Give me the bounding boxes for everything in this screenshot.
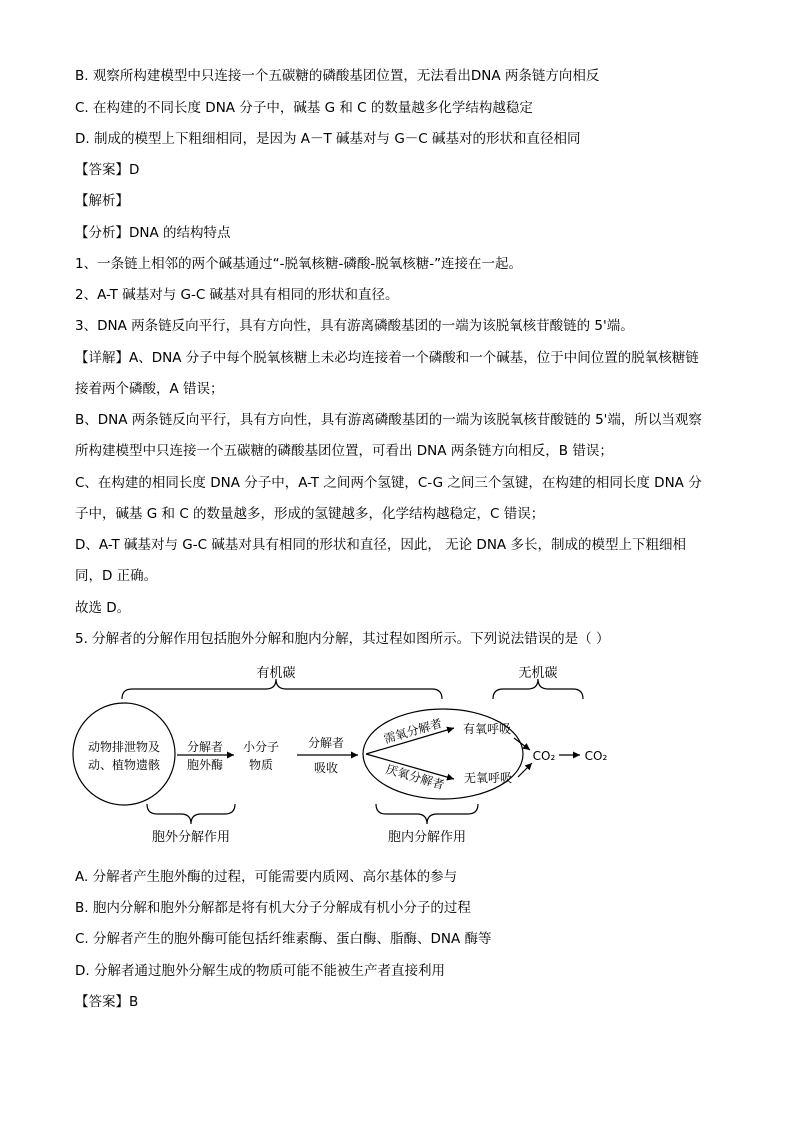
inorganic-carbon-brace [493, 679, 583, 699]
detail-b-line2: 所构建模型中只连接一个五碳糖的磷酸基团位置，可看出 DNA 两条链方向相反，B 错误； [75, 443, 613, 459]
absorb-line2: 吸收 [313, 761, 339, 775]
aerobic-respiration-label: 有氧呼吸 [462, 722, 512, 736]
co2-inner-label: CO₂ [532, 749, 556, 763]
decomposition-diagram [70, 655, 630, 855]
q5-answer: 【答案】B [75, 994, 139, 1010]
source-line2: 动、植物遗骸 [87, 758, 161, 772]
analysis-point-2: 2、A-T 碱基对与 G-C 碱基对具有相同的形状和直径。 [75, 287, 399, 303]
question-5-stem: 5. 分解者的分解作用包括胞外分解和胞内分解，其过程如图所示。下列说法错误的是（ ） [75, 631, 610, 647]
q5-option-c: C. 分解者产生的胞外酶可能包括纤维素酶、蛋白酶、脂酶、DNA 酶等 [75, 931, 492, 947]
detail-d-line2: 同，D 正确。 [75, 568, 158, 584]
anaerobic-respiration-label: 无氧呼吸 [463, 771, 513, 785]
analysis-point-1: 1、一条链上相邻的两个碱基通过“-脱氧核糖-磷酸-脱氧核糖-”连接在一起。 [75, 256, 523, 272]
option-c: C. 在构建的不同长度 DNA 分子中，碱基 G 和 C 的数量越多化学结构越稳定 [75, 100, 533, 116]
small-molecule-line1: 小分子 [242, 740, 280, 754]
detail-c-line1: C、在构建的相同长度 DNA 分子中，A-T 之间两个氢键，C-G 之间三个氢键，在构建的相同长度 DNA 分 [75, 475, 702, 491]
inorganic-carbon-label: 无机碳 [518, 666, 558, 681]
organic-carbon-label: 有机碳 [256, 666, 296, 681]
enzyme-line2: 胞外酶 [186, 758, 224, 772]
q5-option-a: A. 分解者产生胞外酶的过程，可能需要内质网、高尔基体的参与 [75, 869, 458, 885]
detail-c-line2: 子中，碱基 G 和 C 的数量越多，形成的氢键越多，化学结构越稳定，C 错误； [75, 506, 545, 522]
extracellular-brace [147, 804, 235, 824]
option-d: D. 制成的模型上下粗细相同，是因为 A－T 碱基对与 G－C 碱基对的形状和直径相同 [75, 131, 581, 147]
small-molecule-line2: 物质 [248, 758, 274, 772]
organic-carbon-brace [122, 679, 442, 699]
absorb-line1: 分解者 [307, 736, 345, 750]
detail-d-line1: D、A-T 碱基对与 G-C 碱基对具有相同的形状和直径，因此， 无论 DNA 多长，制成的模型上下粗细相 [75, 537, 686, 553]
option-b: B. 观察所构建模型中只连接一个五碳糖的磷酸基团位置，无法看出DNA 两条链方向相反 [75, 68, 600, 84]
analysis-topic: 【分析】DNA 的结构特点 [75, 225, 231, 241]
intracellular-label: 胞内分解作用 [387, 830, 467, 845]
co2-outer-label: CO₂ [584, 749, 608, 763]
intracellular-brace [376, 804, 478, 824]
detail-a-line1: 【详解】A、DNA 分子中每个脱氧核糖上未必均连接着一个磷酸和一个碱基，位于中间位置的脱氧核糖链 [75, 350, 699, 366]
q5-option-b: B. 胞内分解和胞外分解都是将有机大分子分解成有机小分子的过程 [75, 900, 471, 916]
analysis-heading: 【解析】 [75, 193, 129, 209]
detail-a-line2: 接着两个磷酸，A 错误； [75, 381, 224, 397]
analysis-point-3: 3、DNA 两条链反向平行，具有方向性，具有游离磷酸基团的一端为该脱氧核苷酸链的 5'端。 [75, 318, 634, 334]
aerobic-decomposer-label: 需氧分解者 [382, 716, 444, 747]
answer-label: 【答案】D [75, 162, 140, 178]
source-line1: 动物排泄物及 [87, 740, 161, 754]
enzyme-line1: 分解者 [186, 740, 224, 754]
organic-matter-circle [73, 703, 175, 805]
detail-b-line1: B、DNA 两条链反向平行，具有方向性，具有游离磷酸基团的一端为该脱氧核苷酸链的 5'端，所以当观察 [75, 412, 702, 428]
anaerobic-decomposer-label: 厌氧分解者 [384, 762, 446, 793]
conclusion: 故选 D。 [75, 600, 131, 616]
extracellular-label: 胞外分解作用 [151, 830, 231, 845]
q5-option-d: D. 分解者通过胞外分解生成的物质可能不能被生产者直接利用 [75, 963, 445, 979]
